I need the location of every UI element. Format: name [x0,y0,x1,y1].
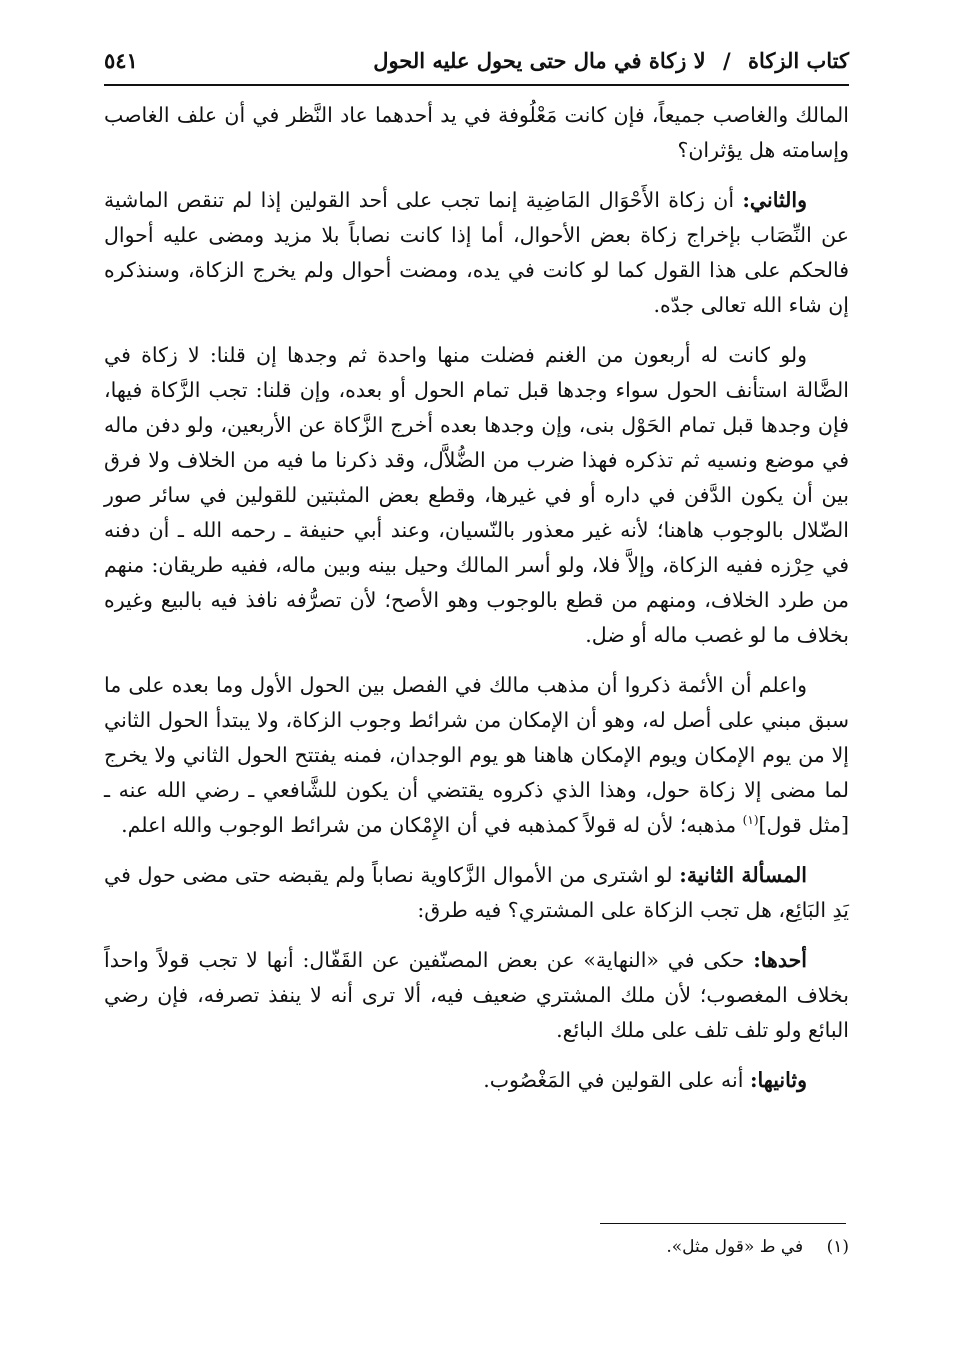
paragraph-2 [104,183,849,323]
paragraph-6-text: حكى في «النهاية» عن بعض المصنّفين عن القَفّال: أنها لا تجب قولاً واحداً بخلاف المغصوب؛ لأن ملك المشتري ضعيف فيه، ألا ترى أنه لا ينفذ تصرفه، فإن رضي البائع ولو تلف تلف على ملك البائع. [104,948,849,1042]
paragraph-3 [104,338,849,653]
paragraph-4 [104,668,849,843]
paragraph-6-lead: أحدها: [753,948,807,972]
running-header [104,40,849,80]
paragraph-7 [104,1063,849,1098]
paragraph-1-text: المالك والغاصب جميعاً، فإن كانت مَعْلُوفة في يد أحدهما عاد النَّظر في أن علف الغاصب وإسامته هل يؤثران؟ [104,103,849,162]
paragraph-2-lead: والثاني: [742,188,807,212]
paragraph-5-text: لو اشترى من الأموال الزَّكاوية نصاباً ولم يقبضه حتى مضى حول في يَدِ البَائِع، هل تجب الزكاة على المشتري؟ فيه طرق: [104,863,849,922]
header-divider [104,84,849,86]
page-number: ٥٤١ [104,47,138,73]
paragraph-1 [104,98,849,168]
footnote-divider [600,1223,846,1224]
paragraph-5-lead: المسألة الثانية: [679,863,807,887]
paragraph-4-text-b: مذهبه؛ لأن له قولاً كمذهبه في أن الإِمْكان من شرائط الوجوب والله اعلم. [121,813,743,837]
main-text [104,98,849,1113]
header-chapter-name: لا زكاة في مال حتى يحول عليه الحول [373,47,706,73]
paragraph-7-text: أنه على القولين في المَغْصُوب. [483,1068,744,1092]
paragraph-6 [104,943,849,1048]
footnote-text: في ط «قول مثل». [666,1237,804,1257]
header-separator: / [722,47,731,73]
paragraph-2-text: أن زكاة الأَحْوَال المَاضِية إنما تجب على أحد القولين إذا لم تنقص الماشية عن النِّصَاب بإخراج زكاة بعض الأحوال، أما إذا كانت نصاباً بلا مزيد ومضى عليه أحوال فالحكم على هذا القول كما لو كانت في يده، ومضت أحوال ولم يخرج الزكاة، وسنذكره إن شاء الله تعالى جدّه. [104,188,849,317]
paragraph-7-lead: وثانيها: [749,1068,807,1092]
paragraph-5 [104,858,849,928]
footnote-reference: (١) [742,813,759,828]
header-title [373,48,849,73]
footnote [666,1232,849,1262]
header-book-name: كتاب الزكاة [747,47,849,73]
paragraph-3-text: ولو كانت له أربعون من الغنم فضلت منها واحدة ثم وجدها إن قلنا: لا زكاة في الضَّالة استأنف الحول سواء وجدها قبل تمام الحول أو بعده، وإن قلنا: تجب الزَّكاة فيها، فإن وجدها قبل تمام الحَوْل بنى، وإن وجدها بعده أخرج الزَّكاة عن الأربعين، ولو دفن ماله في موضع ونسيه ثم تذكره فهذا ضرب من الضُّلاَّل، وقد ذكرنا ما فيه من الخلاف ولا فرق بين أن يكون الدَّفن في داره أو في غيرها، وقطع بعض المثبتين للقولين في سائر صور الضّلال بالوجوب هاهنا؛ لأنه غير معذور بالنّسيان، وعند أبي حنيفة ـ رحمه الله ـ أن دفنه في حِرْزه ففيه الزكاة، وإلاَّ فلا، ولو أسر المالك وحيل بينه وبين ماله، ففيه طريقان: منهم من طرد الخلاف، ومنهم من قطع بالوجوب وهو الأصح؛ لأن تصرُّفه نافذ فيه بالبيع وغيره بخلاف ما لو غصب ماله أو ضل. [104,343,849,647]
footnote-number: (١) [826,1237,849,1257]
paragraph-4-text-a: واعلم أن الأئمة ذكروا أن مذهب مالك في الفصل بين الحول الأول وما بعده على ما سبق مبني على أصل له، وهو أن الإمكان من شرائط وجوب الزكاة، ولا يبتدأ الحول الثاني إلا من يوم الإمكان ويوم الإمكان هاهنا هو يوم الوجدان، فمنه يفتتح الحول الثاني ولا يخرج لما مضى إلا زكاة حول، وهذا الذي ذكروه يقتضي أن يكون للشَّافعي ـ رضي الله عنه ـ [مثل قول] [104,673,849,837]
